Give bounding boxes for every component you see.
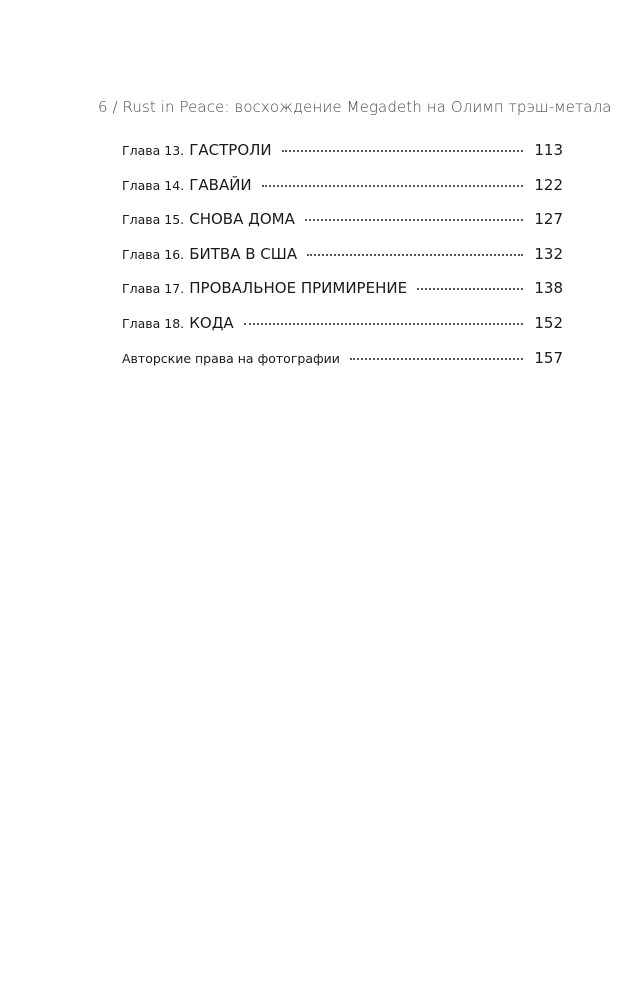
page-number: 157 — [534, 348, 563, 367]
table-of-contents — [122, 140, 563, 382]
page-number: 132 — [534, 244, 563, 263]
dot-leader — [262, 185, 523, 187]
toc-entry-label — [122, 175, 252, 194]
toc-entry-chapter-16[interactable] — [122, 244, 563, 279]
chapter-title: КОДА — [189, 313, 234, 332]
dot-leader — [244, 323, 523, 325]
toc-entry-chapter-14[interactable] — [122, 175, 563, 210]
chapter-number: Глава 18. — [122, 315, 185, 331]
dot-leader — [350, 358, 523, 360]
page-number: 122 — [534, 175, 563, 194]
page-number: 152 — [534, 313, 563, 332]
page-number: 113 — [534, 141, 563, 159]
toc-entry-chapter-18[interactable] — [122, 313, 563, 348]
toc-entry-chapter-13[interactable] — [122, 140, 563, 175]
chapter-title: СНОВА ДОМА — [189, 210, 295, 229]
toc-entry-label — [122, 278, 407, 297]
section-title: Авторские права на фотографии — [122, 350, 340, 366]
running-head: 6 / Rust in Peace: восхождение Megadeth на Олимп трэш-метала — [98, 98, 612, 116]
chapter-title: ГАСТРОЛИ — [189, 141, 272, 159]
toc-entry-photo-credits[interactable] — [122, 348, 563, 383]
page-number: 138 — [534, 279, 563, 298]
toc-entry-label — [122, 348, 340, 367]
toc-entry-label — [122, 313, 234, 332]
chapter-title: БИТВА В США — [189, 244, 298, 263]
chapter-number: Глава 17. — [122, 281, 185, 297]
chapter-number: Глава 13. — [122, 143, 185, 158]
toc-entry-chapter-15[interactable] — [122, 209, 563, 244]
dot-leader — [305, 219, 523, 221]
chapter-title: ПРОВАЛЬНОЕ ПРИМИРЕНИЕ — [189, 279, 408, 298]
dot-leader — [417, 288, 523, 290]
chapter-number: Глава 16. — [122, 246, 185, 262]
dot-leader — [282, 150, 523, 152]
toc-entry-chapter-17[interactable] — [122, 278, 563, 313]
toc-entry-label — [122, 209, 295, 228]
chapter-title: ГАВАЙИ — [189, 175, 252, 194]
toc-entry-label — [122, 244, 297, 263]
page-number: 127 — [534, 210, 563, 229]
toc-entry-label — [122, 140, 272, 159]
chapter-number: Глава 15. — [122, 212, 185, 228]
chapter-number: Глава 14. — [122, 177, 185, 193]
dot-leader — [307, 254, 523, 256]
